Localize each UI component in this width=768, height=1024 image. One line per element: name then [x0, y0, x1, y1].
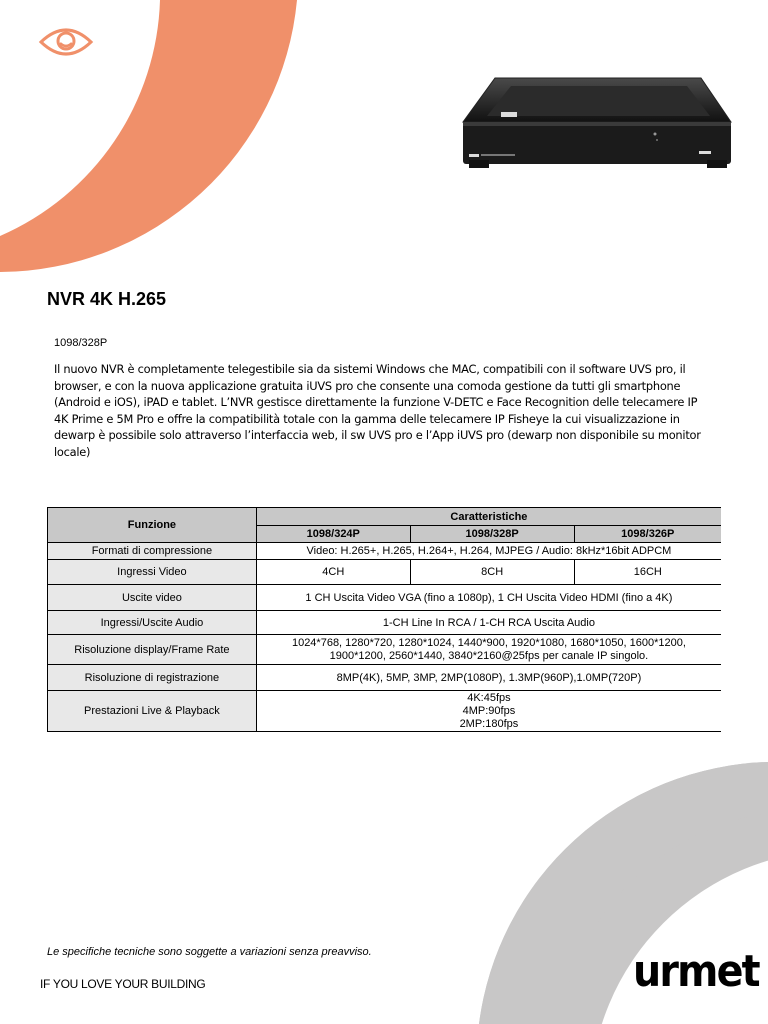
table-row — [48, 691, 722, 732]
value-line: 1900*1200, 2560*1440, 3840*2160@25fps per canale IP singolo. — [329, 649, 649, 662]
header-model: 1098/328P — [410, 526, 574, 543]
urmet-logo: urmet — [633, 946, 759, 997]
row-value: 1 CH Uscita Video VGA (fino a 1080p), 1 CH Uscita Video HDMI (fino a 4K) — [256, 585, 721, 611]
row-label: Ingressi Video — [48, 560, 257, 585]
header-model: 1098/324P — [256, 526, 410, 543]
row-label: Risoluzione di registrazione — [48, 665, 257, 691]
eye-icon — [38, 24, 94, 60]
disclaimer: Le specifiche tecniche sono soggette a variazioni senza preavviso. — [47, 946, 372, 958]
header-model: 1098/326P — [574, 526, 721, 543]
nvr-device-image — [455, 72, 737, 180]
row-label: Formati di compressione — [48, 543, 257, 560]
model-code: 1098/328P — [54, 337, 108, 349]
value-line: 4MP:90fps — [462, 704, 516, 717]
row-value: 8MP(4K), 5MP, 3MP, 2MP(1080P), 1.3MP(960P),1.0MP(720P) — [256, 665, 721, 691]
table-row — [48, 543, 722, 560]
value-line: 4K:45fps — [467, 691, 511, 704]
row-value: Video: H.265+, H.265, H.264+, H.264, MJPEG / Audio: 8kHz*16bit ADPCM — [256, 543, 721, 560]
table-row — [48, 585, 722, 611]
value-line: 2MP:180fps — [459, 717, 519, 730]
product-description: Il nuovo NVR è completamente telegestibile sia da sistemi Windows che MAC, compatibili con il software UVS pro, il browser, e con la nuova applicazione gratuita iUVS pro che consente una comoda gestione da tutti gli smartphone (Android e iOS), iPAD e tablet. L’NVR gestisce direttamente la funzione V-DETC e Face Recognition delle telecamere IP 4K Prime e 5M Pro e offre la compatibilità totale con la gamma delle telecamere IP Fisheye la cui visualizzazione in dewarp è possibile solo attraverso l’interfaccia web, il sw UVS pro e l’App iUVS pro (dewarp non disponibile su monitor locale) — [54, 362, 701, 459]
table-row — [48, 611, 722, 635]
table-row — [48, 665, 722, 691]
table-header-row — [48, 508, 722, 526]
header-caratteristiche: Caratteristiche — [256, 508, 721, 526]
table-row — [48, 560, 722, 585]
header-funzione: Funzione — [48, 508, 257, 543]
row-value: 16CH — [574, 560, 721, 585]
spec-table — [47, 507, 721, 732]
value-line: 1024*768, 1280*720, 1280*1024, 1440*900, 1920*1080, 1680*1050, 1600*1200, — [291, 636, 686, 649]
row-label: Uscite video — [48, 585, 257, 611]
page-title: NVR 4K H.265 — [47, 289, 167, 309]
row-value: 4CH — [256, 560, 410, 585]
row-value: 1-CH Line In RCA / 1-CH RCA Uscita Audio — [256, 611, 721, 635]
row-value: 8CH — [410, 560, 574, 585]
row-label: Risoluzione display/Frame Rate — [48, 635, 257, 665]
row-value — [256, 691, 721, 732]
row-label: Prestazioni Live & Playback — [48, 691, 257, 732]
row-value — [256, 635, 721, 665]
row-label: Ingressi/Uscite Audio — [48, 611, 257, 635]
table-row — [48, 635, 722, 665]
slogan: IF YOU LOVE YOUR BUILDING — [40, 977, 206, 991]
